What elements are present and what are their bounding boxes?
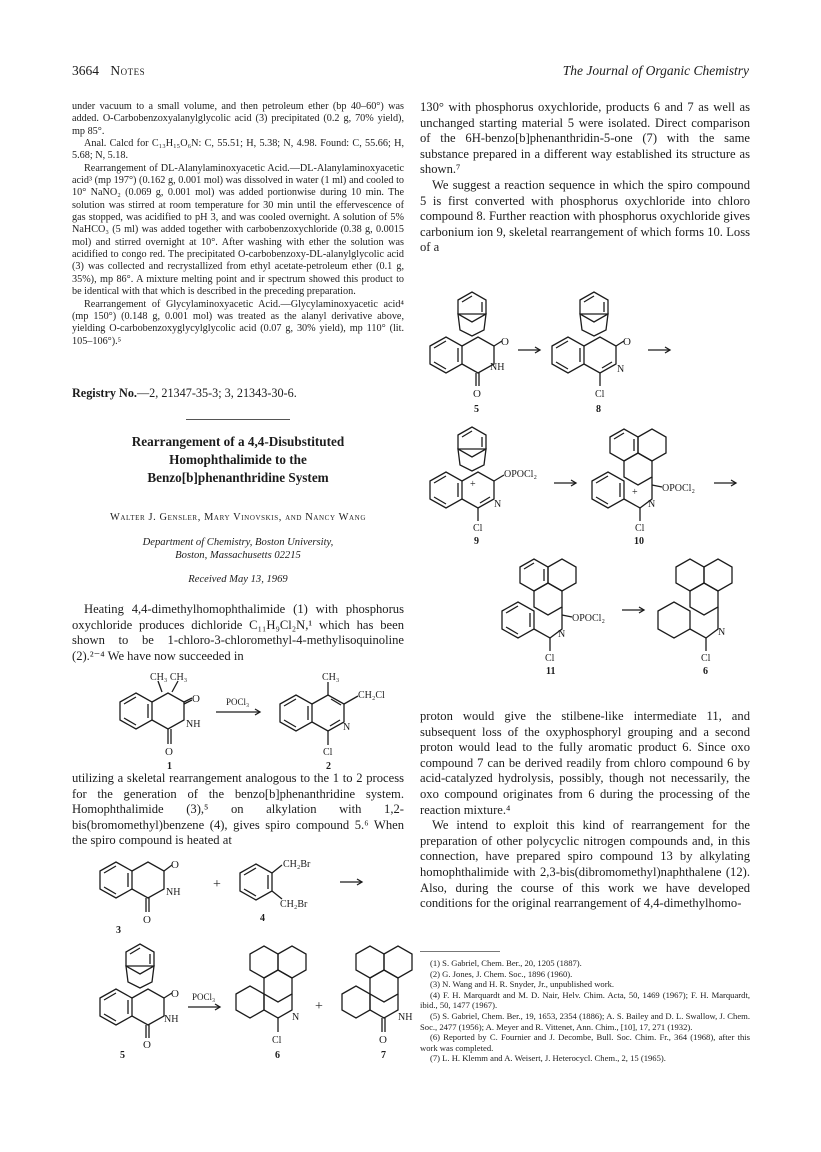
plus-sign: + bbox=[315, 999, 323, 1014]
oxygen-label: O bbox=[379, 1034, 387, 1046]
compound-number: 10 bbox=[634, 536, 644, 547]
affiliation bbox=[72, 536, 404, 562]
chlorine-label: Cl bbox=[272, 1035, 282, 1046]
chlorine-label: Cl bbox=[595, 389, 605, 400]
intro-paragraph bbox=[72, 602, 404, 664]
body-text: 130° with phosphorus oxychloride, products 6 and 7 as well as unchanged starting material 5 were isolated. Direct comparison of the 6H-benzo[b]phenanthridin-5-one (7) with the same substance prepared in a different way established its structure as shown.⁷ bbox=[420, 100, 750, 177]
registry-numbers: —2, 21347-35-3; 3, 21343-30-6. bbox=[136, 386, 297, 400]
oxygen-label: O bbox=[143, 914, 151, 926]
oxygen-label: O bbox=[623, 336, 631, 348]
registry-label: Registry No. bbox=[72, 386, 137, 400]
section-name: Notes bbox=[110, 63, 146, 78]
plus-sign: + bbox=[213, 877, 221, 892]
body-paragraphs-right bbox=[420, 100, 750, 256]
received-date: Received May 13, 1969 bbox=[188, 574, 288, 585]
affiliation-line: Department of Chemistry, Boston University, bbox=[142, 537, 334, 548]
compound-number: 6 bbox=[275, 1050, 280, 1061]
compound-1-structure bbox=[120, 681, 192, 744]
compound-number: 6 bbox=[703, 666, 708, 677]
scheme-2 bbox=[100, 855, 400, 935]
title-line: Rearrangement of a 4,4-Disubstituted bbox=[131, 434, 345, 449]
compound-number: 9 bbox=[474, 536, 479, 547]
compound-9-structure bbox=[430, 427, 504, 521]
scheme-3 bbox=[100, 940, 413, 1061]
nitrogen-label: N bbox=[292, 1012, 300, 1023]
oxygen-label: O bbox=[171, 859, 179, 871]
cation-sign: + bbox=[632, 487, 638, 498]
chlorine-label: Cl bbox=[701, 653, 711, 664]
reference-item: (4) F. H. Marquardt and M. D. Nair, Helv. Chim. Acta, 50, 1469 (1967); F. H. Marquardt, ibid., 50, 1477 (1967). bbox=[420, 989, 750, 1011]
oxygen-label: O bbox=[165, 746, 173, 758]
experimental-paragraph: Rearrangement of DL-Alanylaminoxyacetic Acid.—DL-Alanylaminoxyacetic acid³ (mp 197°) (0.162 g, 0.001 mol) was dissolved in water (1 ml) and cooled to 10° NaNO₂ (0.069 g, 0.001 mol) was added portionwise during 10 min. The solution was stirred at room temperature for 30 min until the effervescence of gas stopped, was acidified to pH 3, and was cooled overnight. A solution of 5% NaHCO₃ (5 ml) was added together with carbobenzoxychloride (0.38 g, 0.0015 mol) and stirred overnight at 10°. After washing with ether the solution was acidified to congo red. The precipitated O-carbobenzoxy-DL-alanylglycolic acid (3) was collected and recrystallized from ethyl acetate-petroleum ether (0.1 g, 35%), mp 86°. A mixture melting point and ir spectrum showed this product to be identical with that which is described in the preceding preparation. bbox=[72, 162, 404, 298]
running-header-left bbox=[72, 63, 145, 79]
compound-number: 5 bbox=[474, 404, 479, 415]
experimental-paragraph: Rearrangement of Glycylaminoxyacetic Acid.—Glycylaminoxyacetic acid⁴ (mp 150°) (0.148 g, 0.001 mol) was treated as the alanyl derivative above, yielding O-carbobenzoxyglycylglycolic acid (0.07 g, 30% yield), mp 110° (lit. 105–106°).⁵ bbox=[72, 298, 404, 347]
reagent-label: POCl₃ bbox=[192, 992, 216, 1002]
nitrogen-label: N bbox=[648, 499, 656, 510]
body-text: utilizing a skeletal rearrangement analogous to the 1 to 2 process for the generation of the benzo[b]phenanthridine system. Homophthalimide (3),⁵ on alkylation with 1,2-bis(bromomethyl)benzene (4), gives spiro compound 5.⁶ When the spiro compound is heated at bbox=[72, 771, 404, 848]
methyl-label: CH₃ bbox=[322, 672, 340, 683]
methyl-labels: CH₃ CH₃ bbox=[150, 672, 188, 683]
body-text: We suggest a reaction sequence in which the spiro compound 5 is first converted with phosphorus oxychloride into chloro compound 8. Further reaction with phosphorus oxychloride gives carbonium ion 9, skeletal rearrangement of which forms 10. Loss of a bbox=[420, 177, 750, 255]
compound-number: 2 bbox=[326, 761, 331, 772]
compound-number: 8 bbox=[596, 404, 601, 415]
nh-label: NH bbox=[166, 887, 181, 898]
reference-item: (7) L. H. Klemm and A. Weisert, J. Heterocycl. Chem., 2, 15 (1965). bbox=[430, 1053, 666, 1064]
reference-item: (6) Reported by C. Fournier and J. Decombe, Bull. Soc. Chim. Fr., 364 (1968), after this work was completed. bbox=[420, 1032, 750, 1053]
nitrogen-label: N bbox=[718, 627, 726, 638]
body-text: proton would give the stilbene-like intermediate 11, and subsequent loss of the oxyphosphoryl grouping and a second proton would lead to the fully aromatic product 6. Since oxo compound 7 can be derived readily from chloro compound 6 by acid-catalyzed hydrolysis, possibly, though not necessarily, the oxo compound originates from 6 during the processing of the reaction mixture.⁴ bbox=[420, 709, 750, 817]
footnote-divider bbox=[420, 951, 500, 952]
compound-number: 4 bbox=[260, 913, 265, 924]
nitrogen-label: N bbox=[494, 499, 502, 510]
reference-item: (2) G. Jones, J. Chem. Soc., 1896 (1960). bbox=[430, 968, 573, 979]
oxyphosphoryl-label: OPOCl₂ bbox=[662, 483, 695, 494]
chlorine-label: Cl bbox=[545, 653, 555, 664]
reagent-label: POCl₃ bbox=[226, 697, 250, 707]
nitrogen-label: N bbox=[343, 722, 351, 733]
bromomethyl-label: CH₂Br bbox=[283, 859, 311, 870]
chlorine-label: Cl bbox=[473, 523, 483, 534]
chlorine-label: Cl bbox=[635, 523, 645, 534]
oxygen-label: O bbox=[473, 388, 481, 400]
compound-number: 1 bbox=[167, 761, 172, 772]
section-divider bbox=[186, 419, 290, 420]
scheme-4 bbox=[430, 290, 750, 420]
nh-label: NH bbox=[186, 719, 201, 730]
nh-label: NH bbox=[164, 1014, 179, 1025]
compound-number: 7 bbox=[381, 1050, 386, 1061]
bromomethyl-label: CH₂Br bbox=[280, 899, 308, 910]
oxygen-label: O bbox=[143, 1039, 151, 1051]
compound-4-structure bbox=[240, 864, 282, 900]
compound-8-structure bbox=[552, 292, 624, 386]
journal-name: The Journal of Organic Chemistry bbox=[562, 63, 749, 78]
scheme-1 bbox=[100, 672, 400, 772]
references bbox=[420, 958, 750, 1064]
registry-line bbox=[72, 386, 404, 401]
reference-item: (1) S. Gabriel, Chem. Ber., 20, 1205 (1887). bbox=[430, 958, 582, 968]
body-paragraphs-right-lower bbox=[420, 709, 750, 912]
intro-text: Heating 4,4-dimethylhomophthalimide (1) with phosphorus oxychloride produces dichloride C₁₁H₉Cl₂N,¹ which has been shown to be 1-chloro-3-chloromethyl-4-methylisoquinoline (2).²⁻⁴ We have now succeeded in bbox=[72, 602, 404, 663]
compound-number: 3 bbox=[116, 925, 121, 936]
authors: Walter J. Gensler, Mary Vinovskis, and Nancy Wang bbox=[110, 512, 366, 523]
compound-3-structure bbox=[100, 862, 172, 912]
compound-number: 11 bbox=[546, 666, 556, 677]
chlorine-label: Cl bbox=[323, 747, 333, 758]
experimental-section bbox=[72, 101, 404, 348]
compound-5-structure bbox=[100, 944, 172, 1038]
chloromethyl-label: CH₂Cl bbox=[358, 690, 385, 701]
scheme-5 bbox=[430, 425, 750, 545]
experimental-paragraph: under vacuum to a small volume, and then petroleum ether (bp 40–60°) was added. O-Carbobenzoxyalanylglycolic acid (3) precipitated (0.2 g, 70% yield), mp 85°. bbox=[72, 101, 404, 137]
scheme-6 bbox=[480, 555, 750, 675]
oxygen-label: O bbox=[501, 336, 509, 348]
cation-sign: + bbox=[470, 479, 476, 490]
page-number: 3664 bbox=[72, 63, 99, 78]
oxygen-label: O bbox=[171, 988, 179, 1000]
title-line: Homophthalimide to the bbox=[169, 452, 307, 467]
reference-item: (5) S. Gabriel, Chem. Ber., 19, 1653, 2354 (1886); A. S. Bailey and D. L. Swallow, J. Chem. Soc., 2477 (1956); A. Meyer and R. Vittenet, Ann. Chim., [10], 17, 271 (1932). bbox=[420, 1010, 750, 1032]
oxygen-label: O bbox=[192, 693, 200, 705]
compound-2-structure bbox=[280, 682, 358, 745]
body-text: We intend to exploit this kind of rearrangement for the preparation of other polycyclic nitrogen compounds and, in this connection, have prepared spiro compound 13 by alkylating homophthalimide with 2,3-bis(dibromomethyl)naphthalene (12). Also, during the course of this work we have developed conditions for the original rearrangement of 4,4-dimethylhomo- bbox=[420, 818, 750, 911]
compound-number: 5 bbox=[120, 1050, 125, 1061]
reference-item: (3) N. Wang and H. R. Snyder, Jr., unpublished work. bbox=[430, 979, 615, 990]
affiliation-line: Boston, Massachusetts 02215 bbox=[175, 550, 301, 561]
article-title bbox=[72, 433, 404, 487]
oxyphosphoryl-label: OPOCl₂ bbox=[504, 469, 537, 480]
analysis-paragraph: Anal. Calcd for C₁₃H₁₅O₆N: C, 55.51; H, 5.38; N, 4.98. Found: C, 55.66; H, 5.68; N, 5.18. bbox=[72, 138, 404, 162]
nitrogen-label: N bbox=[617, 364, 625, 375]
nh-label: NH bbox=[398, 1012, 413, 1023]
nitrogen-label: N bbox=[558, 629, 566, 640]
nh-label: NH bbox=[490, 362, 505, 373]
oxyphosphoryl-label: OPOCl₂ bbox=[572, 613, 605, 624]
body-paragraph bbox=[72, 771, 404, 849]
title-line: Benzo[b]phenanthridine System bbox=[147, 470, 329, 485]
